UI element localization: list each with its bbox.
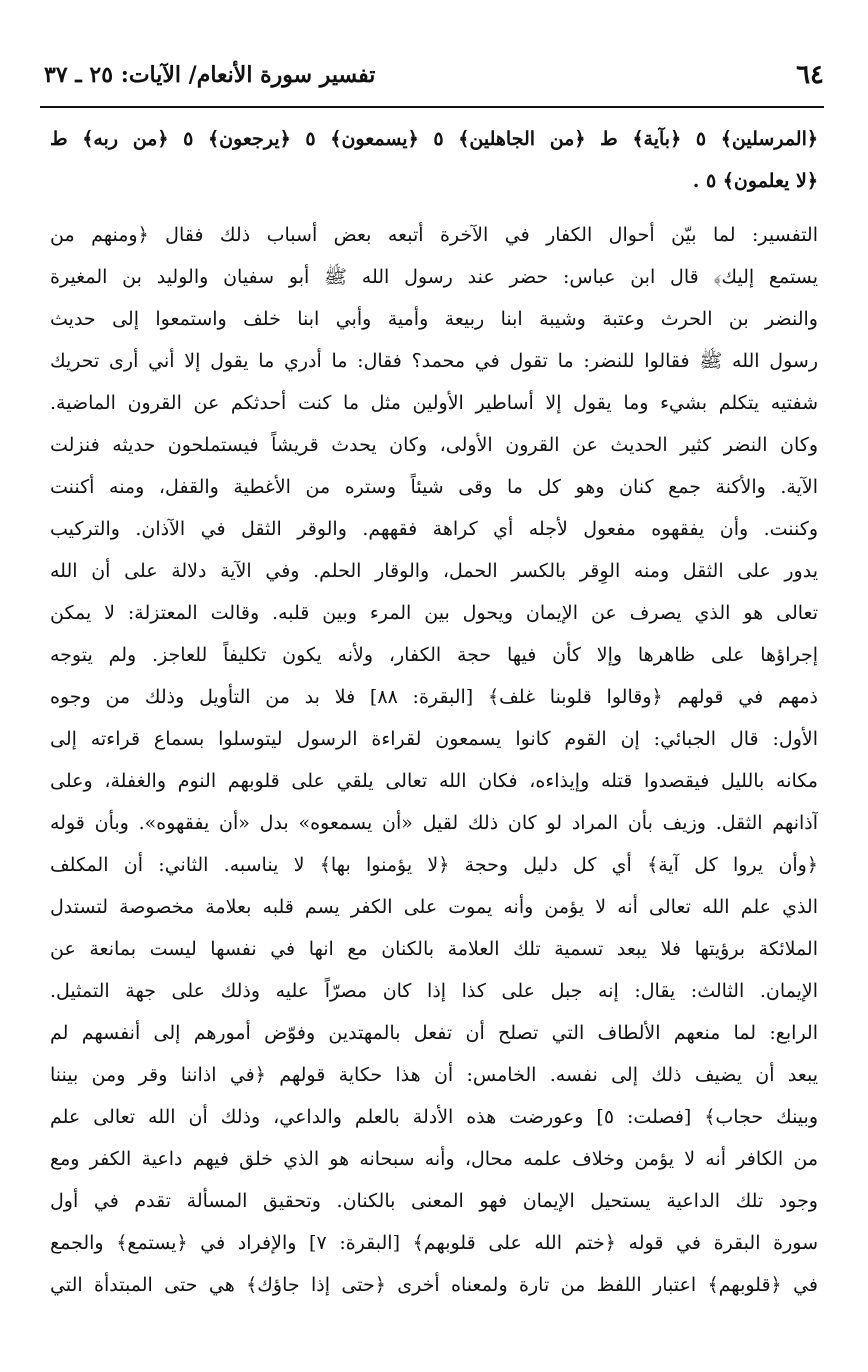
text-line: يستمع إليك﴾ قال ابن عباس: حضر عند رسول الله ﷺ أبو سفيان والوليد بن المغيرة [50, 266, 818, 288]
page-header [40, 56, 824, 100]
text-line: إجراؤها على ظاهرها وإلا كأن فيها حجة الكفار، ولأنه يكون تكليفاً للعاجز. ولم يتوجه [50, 644, 818, 666]
text-line: وكننت. وأن يفقهوه مفعول لأجله أي كراهة فقههم. والوقر الثقل في الآذان. والتركيب [50, 518, 818, 540]
running-title: تفسير سورة الأنعام/ الآيات: ٢٥ ـ ٣٧ [44, 62, 376, 88]
text-line: الملائكة برؤيتها فلا يبعد تسمية تلك العلامة بالكنان مع انها في نفسها ليست بمانعة عن [50, 938, 818, 960]
text-line: وجود تلك الداعية يستحيل الإيمان فهو المعنى بالكنان. وتحقيق المسألة تقدم في أول [50, 1190, 818, 1212]
text-line: سورة البقرة في قوله ﴿ختم الله على قلوبهم﴾ [البقرة: ٧] والإفراد في ﴿يستمع﴾ والجمع [50, 1232, 818, 1254]
text-line: الرابع: لما منعهم الألطاف التي تصلح أن تفعل بالمهتدين وفوّض أمورهم إلى أنفسهم لم [50, 1022, 818, 1044]
page-number: ٦٤ [796, 60, 824, 90]
text-line: يدور على الثقل ومنه الوِقر بالكسر الحمل، والوقار الحلم. وفي الآية دلالة على أن الله [50, 560, 818, 582]
text-line: والنضر بن الحرث وعتبة وشيبة ابنا ربيعة وأمية وأبي ابنا خلف واستمعوا إلى حديث [50, 308, 818, 330]
text-line: الإيمان. الثالث: يقال: إنه جبل على كذا إذا كان مصرّاً عليه وذلك على جهة التمثيل. [50, 980, 818, 1002]
text-line: الآية. والأكنة جمع كنان وهو كل ما وقى شيئاً وستره من الأغطية والقفل، ومنه أكننت [50, 476, 818, 498]
text-line: في ﴿قلوبهم﴾ اعتبار اللفظ من تارة ولمعناه أخرى ﴿حتى إذا جاؤك﴾ هي حتى المبتدأة التي [50, 1274, 818, 1296]
header-rule [40, 106, 824, 108]
text-line: شفتيه يتكلم بشيء وما يقول إلا أساطير الأولين مثل ما كنت أحدثكم عن القرون الماضية. [50, 392, 818, 414]
text-line: الذي علم الله تعالى أنه لا يؤمن وأنه يموت على الكفر يسم قلبه بعلامة مخصوصة لتستدل [50, 896, 818, 918]
text-line: آذانهم الثقل. وزيف بأن المراد لو كان ذلك لقيل «أن يسمعوه» بدل «أن يفقهوه». وبأن قوله [50, 812, 818, 834]
text-line: يبعد أن يضيف ذلك إلى نفسه. الخامس: أن هذا حكاية قولهم ﴿في اذاننا وقر ومن بيننا [50, 1064, 818, 1086]
text-line: وبينك حجاب﴾ [فصلت: ٥] وعورضت هذه الأدلة بالعلم والداعي، وذلك أن الله تعالى علم [50, 1106, 818, 1128]
text-line: التفسير: لما بيّن أحوال الكفار في الآخرة أتبعه بعض أسباب ذلك فقال ﴿ومنهم من [50, 224, 818, 246]
text-line: الأول: قال الجبائي: إن القوم كانوا يسمعون لقراءة الرسول ليتوسلوا بسماع قراءته إلى [50, 728, 818, 750]
text-line: ﴿لا يعلمون﴾ ٥ . [692, 170, 818, 192]
text-line: من الكافر أنه لا يؤمن وخلاف علمه محال، وأنه سبحانه هو الذي خلق فيهم داعية الكفر ومع [50, 1148, 818, 1170]
text-line: ذمهم في قولهم ﴿وقالوا قلوبنا غلف﴾ [البقرة: ٨٨] فلا بد من التأويل وذلك من وجوه [50, 686, 818, 708]
body-text [50, 118, 818, 1306]
text-line: مكانه بالليل فيقصدوا قتله وإيذاءه، فكان الله تعالى يلقي على قلوبهم النوم والغفلة، وعلى [50, 770, 818, 792]
text-line: ﴿وأن يروا كل آية﴾ أي كل دليل وحجة ﴿لا يؤمنوا بها﴾ لا يناسبه. الثاني: أن المكلف [50, 854, 818, 876]
text-line: رسول الله ﷺ فقالوا للنضر: ما تقول في محمد؟ فقال: ما أدري ما يقول إلا أني أرى تحريك [50, 350, 818, 372]
text-line: تعالى هو الذي يصرف عن الإيمان ويحول بين المرء وبين قلبه. وقالت المعتزلة: لا يمكن [50, 602, 818, 624]
text-line: وكان النضر كثير الحديث عن القرون الأولى، وكان يحدث قريشاً فيستملحون حديثه فنزلت [50, 434, 818, 456]
text-line: ﴿المرسلين﴾ ٥ ﴿بآية﴾ ط ﴿من الجاهلين﴾ ٥ ﴿يسمعون﴾ ٥ ﴿يرجعون﴾ ٥ ﴿من ربه﴾ ط [50, 128, 818, 150]
